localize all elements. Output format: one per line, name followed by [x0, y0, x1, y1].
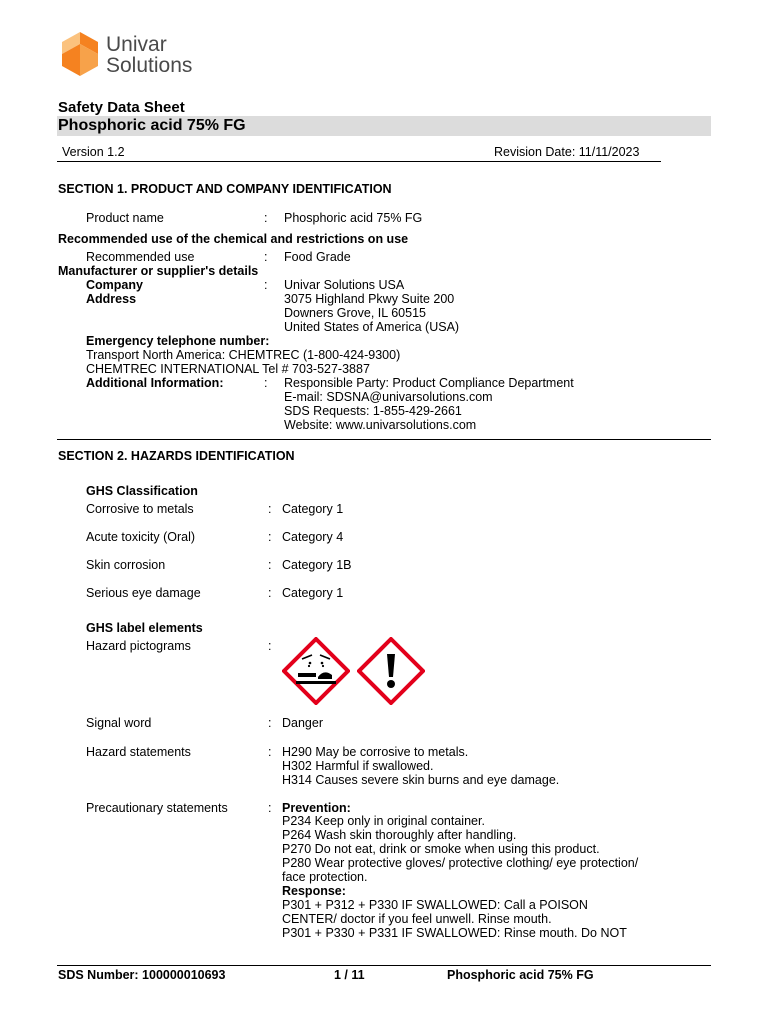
exclamation-mark-pictogram-icon: [357, 637, 425, 705]
classification-value: Category 1: [282, 586, 344, 600]
product-name-value: Phosphoric acid 75% FG: [284, 211, 423, 225]
response-line: P301 + P312 + P330 IF SWALLOWED: Call a POISON: [282, 898, 588, 912]
classification-label: Acute toxicity (Oral): [86, 530, 196, 544]
address-line: United States of America (USA): [284, 320, 460, 334]
section-divider: [57, 439, 711, 440]
recommended-use-value: Food Grade: [284, 250, 351, 264]
emergency-heading: Emergency telephone number:: [86, 334, 270, 348]
document-type: Safety Data Sheet: [58, 99, 185, 116]
footer-divider: [57, 965, 711, 966]
separator: :: [268, 716, 272, 730]
classification-label: Corrosive to metals: [86, 502, 194, 516]
label-elements-heading: GHS label elements: [86, 621, 203, 635]
section1-title: SECTION 1. PRODUCT AND COMPANY IDENTIFICATION: [58, 182, 392, 196]
separator: :: [268, 586, 272, 600]
hazard-statement: H314 Causes severe skin burns and eye damage.: [282, 773, 560, 787]
product-title: Phosphoric acid 75% FG: [58, 117, 246, 134]
hazard-statement: H290 May be corrosive to metals.: [282, 745, 469, 759]
additional-info-line: E-mail: SDSNA@univarsolutions.com: [284, 390, 493, 404]
separator: :: [264, 376, 268, 390]
separator: :: [264, 211, 268, 225]
revision-date: Revision Date: 11/11/2023: [494, 145, 640, 159]
response-line: CENTER/ doctor if you feel unwell. Rinse mouth.: [282, 912, 552, 926]
response-heading: Response:: [282, 884, 346, 898]
footer-sds-number: SDS Number: 100000010693: [58, 968, 226, 982]
additional-info-label: Additional Information:: [86, 376, 224, 390]
company-label: Company: [86, 278, 143, 292]
version: Version 1.2: [62, 145, 125, 159]
classification-label: Serious eye damage: [86, 586, 201, 600]
classification-value: Category 1B: [282, 558, 352, 572]
response-line: P301 + P330 + P331 IF SWALLOWED: Rinse mouth. Do NOT: [282, 926, 627, 940]
recommended-use-label: Recommended use: [86, 250, 195, 264]
signal-word-value: Danger: [282, 716, 323, 730]
separator: :: [268, 558, 272, 572]
address-line: 3075 Highland Pkwy Suite 200: [284, 292, 455, 306]
hazard-statements-label: Hazard statements: [86, 745, 191, 759]
hazard-statement: H302 Harmful if swallowed.: [282, 759, 434, 773]
recommended-use-heading: Recommended use of the chemical and restrictions on use: [58, 232, 409, 246]
separator: :: [268, 801, 272, 815]
logo-text-line1: Univar: [106, 33, 167, 56]
separator: :: [268, 530, 272, 544]
separator: :: [264, 278, 268, 292]
separator: :: [264, 250, 268, 264]
company-logo: [60, 30, 200, 80]
pictograms-label: Hazard pictograms: [86, 639, 191, 653]
separator: :: [268, 745, 272, 759]
emergency-line: CHEMTREC INTERNATIONAL Tel # 703-527-3887: [86, 362, 370, 376]
section2-title: SECTION 2. HAZARDS IDENTIFICATION: [58, 449, 295, 463]
product-name-label: Product name: [86, 211, 164, 225]
footer-product: Phosphoric acid 75% FG: [447, 968, 594, 982]
address-label: Address: [86, 292, 137, 306]
emergency-line: Transport North America: CHEMTREC (1-800-424-9300): [86, 348, 401, 362]
separator: :: [268, 639, 272, 653]
prevention-heading: Prevention:: [282, 801, 351, 815]
additional-info-line: Website: www.univarsolutions.com: [284, 418, 477, 432]
prevention-line: P264 Wash skin thoroughly after handling.: [282, 828, 517, 842]
logo-text-line2: Solutions: [106, 54, 193, 77]
classification-label: Skin corrosion: [86, 558, 166, 572]
signal-word-label: Signal word: [86, 716, 152, 730]
prevention-line: face protection.: [282, 870, 368, 884]
precautionary-label: Precautionary statements: [86, 801, 228, 815]
ghs-classification-heading: GHS Classification: [86, 484, 198, 498]
separator: :: [268, 502, 272, 516]
additional-info-line: Responsible Party: Product Compliance Department: [284, 376, 574, 390]
classification-value: Category 1: [282, 502, 344, 516]
prevention-line: P270 Do not eat, drink or smoke when using this product.: [282, 842, 600, 856]
header-divider: [57, 161, 661, 162]
prevention-line: P280 Wear protective gloves/ protective clothing/ eye protection/: [282, 856, 639, 870]
additional-info-line: SDS Requests: 1-855-429-2661: [284, 404, 462, 418]
footer-page-number: 1 / 11: [334, 968, 365, 982]
manufacturer-heading: Manufacturer or supplier's details: [58, 264, 259, 278]
univar-logo-mark-icon: [60, 30, 100, 78]
classification-value: Category 4: [282, 530, 344, 544]
prevention-line: P234 Keep only in original container.: [282, 814, 485, 828]
company-value: Univar Solutions USA: [284, 278, 405, 292]
address-line: Downers Grove, IL 60515: [284, 306, 426, 320]
corrosion-pictogram-icon: [282, 637, 350, 705]
